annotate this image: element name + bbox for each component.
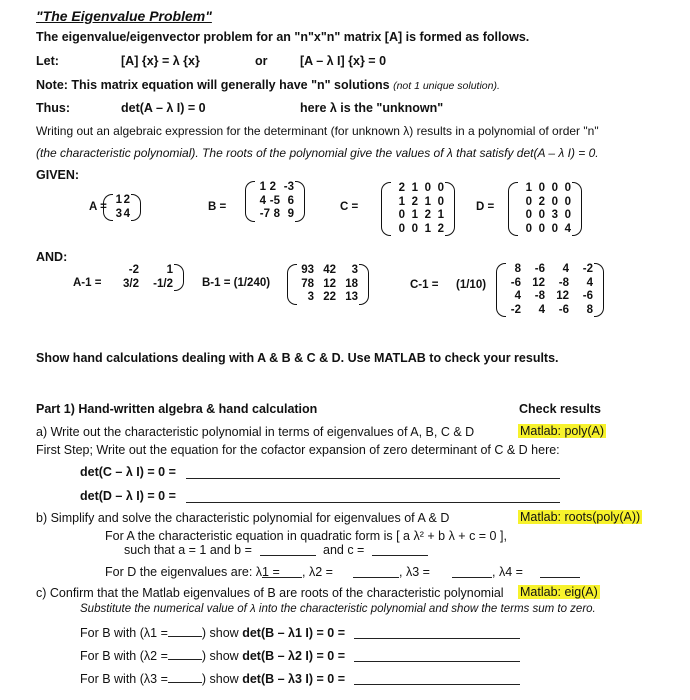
for-b-row-1: For B with (λ1 = ) show det(B – λ1 I) = 0 =: [80, 626, 346, 640]
det-c-label: det(C – λ I) = 0 =: [80, 465, 176, 479]
matrix-d: 1 0 0 0 0 2 0 0 0 0 3 0 0 0 0 4: [519, 182, 571, 236]
matrix-d-label: D =: [476, 201, 495, 213]
det-d-answer-line[interactable]: [186, 502, 560, 503]
substitute-instruction: Substitute the numerical value of λ into the characteristic polynomial and show the terms sum to zero.: [80, 603, 596, 615]
inverse-c-label: C-1 =: [410, 279, 439, 291]
inverse-a: -2 1 3/2 -1/2: [115, 264, 173, 291]
lambda4-label: , λ4 =: [492, 565, 523, 579]
for-d-eigen-text: For D the eigenvalues are: λ1 =: [105, 565, 280, 579]
and-c-text: and c =: [323, 543, 365, 557]
for-b-row-1-answer-line[interactable]: [354, 638, 520, 639]
lambda1-answer-line[interactable]: [262, 577, 302, 578]
lambda2-label: , λ2 =: [302, 565, 333, 579]
matlab-eig-hint: Matlab: eig(A): [520, 585, 598, 599]
part-a-text: a) Write out the characteristic polynomial in terms of eigenvalues of A, B, C & D: [36, 425, 475, 439]
part-c-text: c) Confirm that the Matlab eigenvalues of B are roots of the characteristic polynomial: [36, 586, 504, 600]
thus-here: here λ is the "unknown": [300, 101, 444, 115]
matrix-a: 1 2 3 4: [114, 194, 130, 221]
let-label: Let:: [36, 54, 59, 68]
for-b-row-2-answer-line[interactable]: [354, 661, 520, 662]
matrix-c: 2 1 0 0 1 2 1 0 0 1 2 1 0 0 1 2: [392, 182, 444, 236]
lambda4-answer-line[interactable]: [540, 577, 580, 578]
matlab-roots-hint: Matlab: roots(poly(A)): [520, 510, 641, 524]
part1-heading: Part 1) Hand-written algebra & hand calculation: [36, 402, 318, 416]
det-d-label: det(D – λ I) = 0 =: [80, 489, 176, 503]
matrix-a-label: A =: [89, 201, 107, 213]
for-b-row-3-answer-line[interactable]: [354, 684, 520, 685]
for-b-lambda3-line[interactable]: [168, 672, 202, 683]
matrix-b-label: B =: [208, 201, 227, 213]
paragraph-line-1: Writing out an algebraic expression for the determinant (for unknown λ) results in a polynomial of order "n": [36, 124, 599, 138]
paragraph-line-2: (the characteristic polynomial). The roots of the polynomial give the values of λ that satisfy det(A – λ I) = 0.: [36, 146, 599, 160]
first-step-text: First Step; Write out the equation for the cofactor expansion of zero determinant of C & D here:: [36, 443, 560, 457]
let-equation-2: [A – λ I] {x} = 0: [300, 54, 387, 68]
check-results-heading: Check results: [519, 402, 601, 416]
for-b-row-3: For B with (λ3 = ) show det(B – λ3 I) = 0 =: [80, 672, 346, 686]
part-b-text: b) Simplify and solve the characteristic polynomial for eigenvalues of A & D: [36, 511, 450, 525]
lambda3-label: , λ3 =: [399, 565, 430, 579]
inverse-b: 93 42 3 78 12 18 3 22 13: [298, 264, 358, 305]
for-b-lambda1-line[interactable]: [168, 626, 202, 637]
lambda2-answer-line[interactable]: [353, 577, 399, 578]
inverse-c-factor: (1/10): [456, 279, 487, 291]
c-answer-line[interactable]: [372, 555, 428, 556]
note-main: Note: This matrix equation will generally have "n" solutions: [36, 78, 390, 92]
for-b-row-2: For B with (λ2 = ) show det(B – λ2 I) = 0 =: [80, 649, 346, 663]
matlab-poly-hint: Matlab: poly(A): [520, 424, 605, 438]
quadratic-form-text: For A the characteristic equation in quadratic form is [ a λ² + b λ + c = 0 ],: [105, 529, 507, 543]
thus-label: Thus:: [36, 101, 71, 115]
b-answer-line[interactable]: [260, 555, 316, 556]
show-hand-instruction: Show hand calculations dealing with A & B & C & D. Use MATLAB to check your results.: [36, 351, 559, 365]
page-title: "The Eigenvalue Problem": [36, 8, 212, 24]
such-that-text: such that a = 1 and b =: [124, 543, 252, 557]
or-label: or: [255, 54, 268, 68]
inverse-c: 8 -6 4 -2 -6 12 -8 4 4 -8 12 -6 -2 4 -6 8: [507, 263, 593, 317]
inverse-b-label: B-1 = (1/240): [202, 277, 271, 289]
and-label: AND:: [36, 250, 68, 264]
lambda3-answer-line[interactable]: [452, 577, 492, 578]
note-text: [36, 78, 500, 92]
for-b-lambda2-line[interactable]: [168, 649, 202, 660]
note-small: (not 1 unique solution).: [393, 80, 500, 92]
matrix-b: 1 2 -3 4 -5 6 -7 8 9: [256, 181, 294, 222]
thus-equation: det(A – λ I) = 0: [121, 101, 206, 115]
inverse-a-label: A-1 =: [73, 277, 102, 289]
intro-text: The eigenvalue/eigenvector problem for an "n"x"n" matrix [A] is formed as follows.: [36, 30, 530, 44]
let-equation-1: [A] {x} = λ {x}: [121, 54, 200, 68]
matrix-c-label: C =: [340, 201, 359, 213]
given-label: GIVEN:: [36, 168, 80, 182]
det-c-answer-line[interactable]: [186, 478, 560, 479]
